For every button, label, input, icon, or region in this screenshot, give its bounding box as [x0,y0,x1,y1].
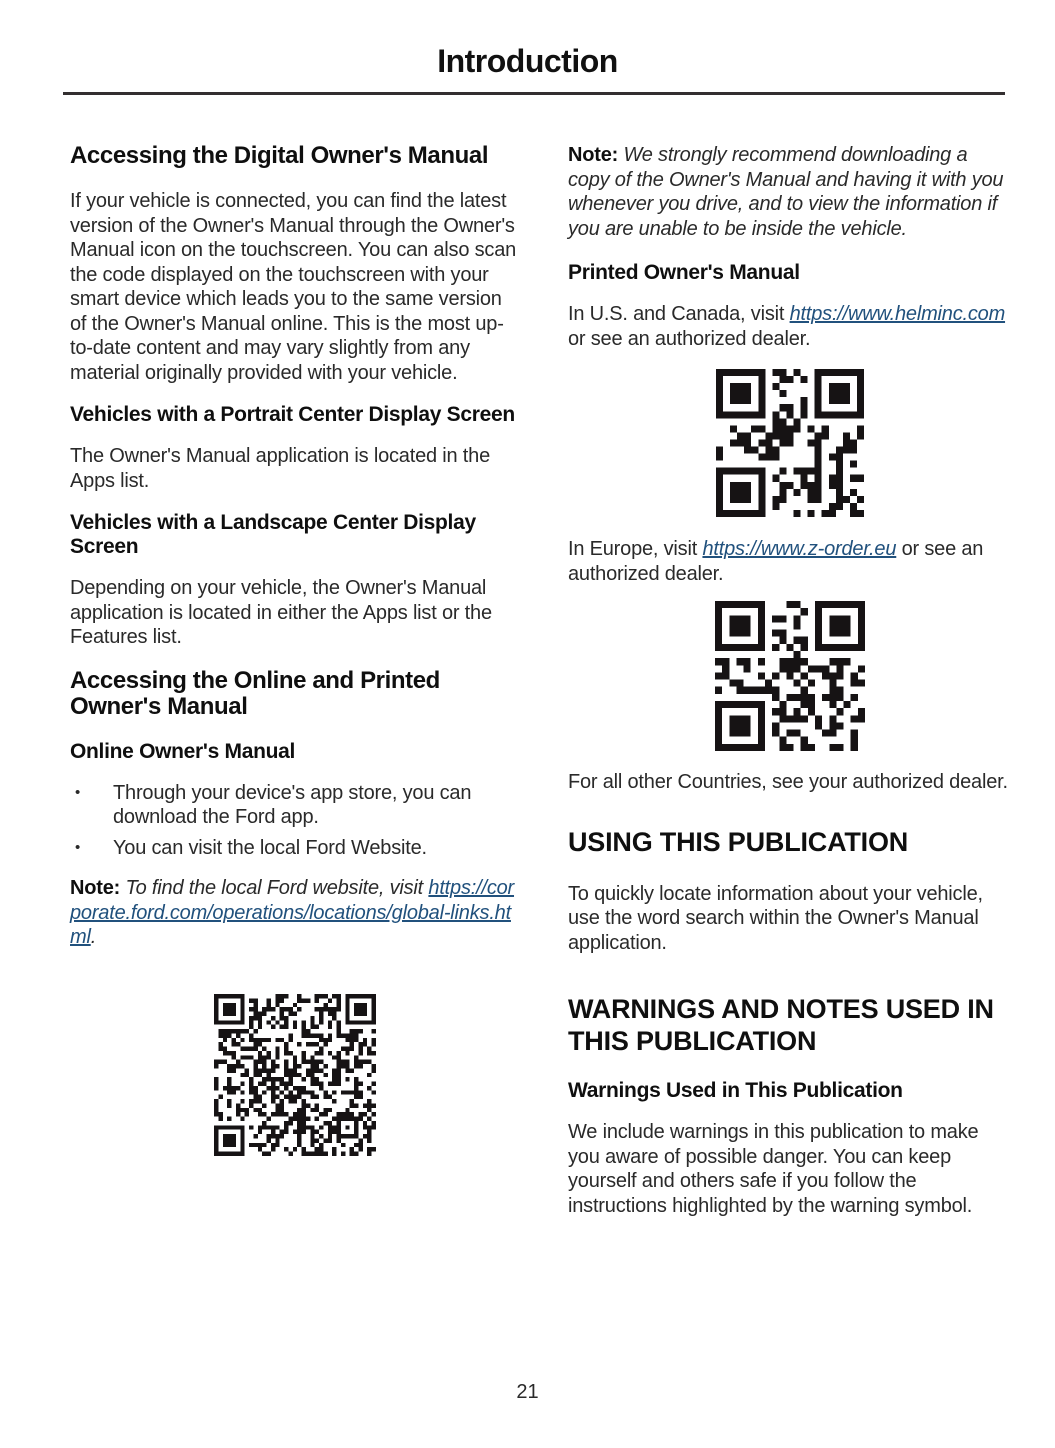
online-manual-bullet-list [70,781,520,861]
europe-text-after: or see an authorized dealer. [567,538,984,585]
qr-wrap [568,369,1013,517]
link-helminc[interactable]: https://www.helminc.com [789,303,1006,326]
bullet-icon: • [75,783,81,801]
paragraph-warnings: We include warnings in this publication to make you aware of possible danger. You can keep yourself and others safe if you follow the instructions highlighted by the warning symbol. [567,1121,979,1217]
heading-online-printed-manual: Accessing the Online and Printed Owner's Manual [70,666,440,720]
paragraph-using-publication: To quickly locate information about your vehicle, use the word search within the Owner's Manual application. [567,882,983,954]
bullet-text-app-store: Through your device's app store, you can download the Ford app. [113,781,472,829]
heading-landscape-display: Vehicles with a Landscape Center Display Screen [70,511,476,559]
qr-code-ford-global-links [214,994,376,1156]
left-column [70,143,520,1156]
paragraph-landscape-display: Depending on your vehicle, the Owner's Manual application is located in either the Apps list or the Features list. [70,577,492,649]
qr-wrap [70,994,520,1156]
note-text-suffix: . [90,926,97,949]
bullet-icon: • [75,838,81,856]
heading-using-this-publication: USING THIS PUBLICATION [567,826,909,857]
paragraph-portrait-display: The Owner's Manual application is located in the Apps list. [70,445,491,492]
heading-warnings-used: Warnings Used in This Publication [567,1079,903,1103]
heading-online-manual: Online Owner's Manual [70,739,296,763]
list-item [70,781,520,830]
list-item [70,836,520,861]
heading-accessing-digital-manual: Accessing the Digital Owner's Manual [70,142,489,170]
link-corporate-ford[interactable]: https://corporate.ford.com/operations/locations/global-links.html [70,877,515,949]
us-text-after: or see an authorized dealer. [567,327,811,350]
paragraph-other-countries: For all other Countries, see your authorized dealer. [567,771,1008,794]
page-number: 21 [516,1381,539,1403]
note-text: We strongly recommend downloading a copy of the Owner's Manual and having it with you whenever you drive, and to view the information if you are unable to be inside the vehicle. [567,144,1004,240]
heading-portrait-display: Vehicles with a Portrait Center Display Screen [70,403,515,427]
heading-printed-manual: Printed Owner's Manual [567,261,800,285]
note-label: Note: [567,144,619,167]
qr-code-z-order [715,601,865,751]
bullet-text-ford-website: You can visit the local Ford Website. [113,836,427,859]
heading-warnings-and-notes: WARNINGS AND NOTES USED IN THIS PUBLICATION [567,994,994,1057]
paragraph-europe [568,537,1013,586]
qr-code-helminc [716,369,864,517]
right-column [568,143,1013,1236]
content-columns [0,95,1055,1236]
europe-text-before: In Europe, visit [567,538,703,561]
note-download-recommendation [568,143,1013,241]
paragraph-us-canada [568,302,1013,351]
note-local-ford-website [70,876,520,950]
page-title: Introduction [437,43,618,79]
note-text: To find the local Ford website, visit [120,877,429,900]
link-z-order[interactable]: https://www.z-order.eu [702,538,897,561]
us-text-before: In U.S. and Canada, visit [567,303,790,326]
note-label: Note: [70,877,121,900]
qr-wrap [568,601,1013,751]
paragraph-digital-manual: If your vehicle is connected, you can find the latest version of the Owner's Manual through the Owner's Manual icon on the touchscreen. You can also scan the code displayed on the touchscreen with your smart device which leads you to the same version of the Owner's Manual online. This is the most up-to-date content and may vary slightly from any material originally provided with your vehicle. [70,190,517,384]
